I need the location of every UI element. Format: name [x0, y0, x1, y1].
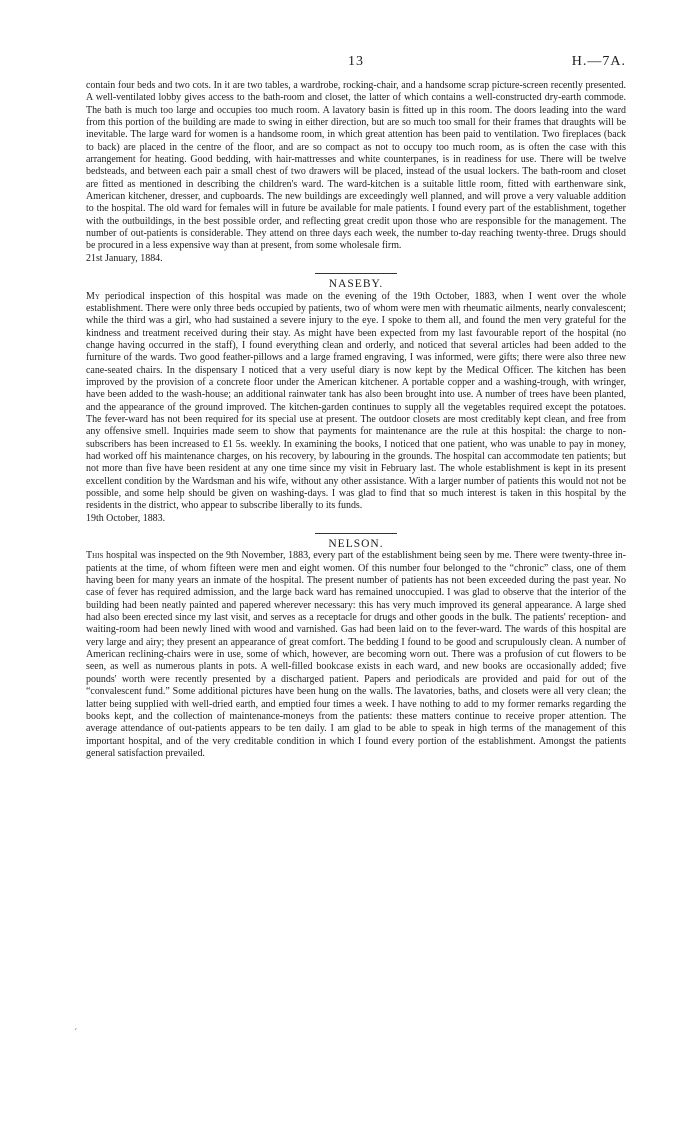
- naseby-paragraph: [86, 291, 626, 513]
- naseby-date: 19th October, 1883.: [86, 512, 166, 524]
- naseby-text: periodical inspection of this hospital was made on the evening of the 19th October, 1883, when I went over the whole establishment. There were only three beds occupied by patients, two of whom were men with rheumatic ailments, nearly convalescent; while the third was a girl, who had sustained a severe injury to the eye. I spoke to them all, and found the men very grateful for the kindness and treatment received during their stay. As might have been expected from my last favourable report of the hospital (no change having occurred in the staff), I found everything clean and orderly, and noticed that several articles had been added to the furniture of the wards. Two good feather-pillows and a large framed engraving, I was informed, were gifts; there were also three new cane-seated chairs. In the dispensary I noticed that a very useful diary is now kept by the Medical Officer. The kitchen has been improved by the provision of a concrete floor under the American kitchener. A portable copper and a washing-trough, with wringer, have been added to the wash-house; an additional rainwater tank has also been brought into use. A number of trees have been planted, and the appearance of the ground improved. The kitchen-garden continues to supply all the vegetables required except the potatoes. The fever-ward has not been required for its special use at present. The outdoor closets are most creditably kept clean, and free from any offensive smell. Inquiries made seem to show that payments for maintenance are the rule at this hospital: the charge to non-subscribers has been increased to £1 5s. weekly. In examining the books, I noticed that one patient, who was unable to pay in money, had worked off his maintenance charges, on his recovery, by labouring in the grounds. The hospital can accommodate ten patients; but not more than five have been resident at any one time since my visit in February last. The whole establishment is kept in its present excellent condition by the Wardsman and his wife, without any other assistance. With a larger number of patients this would not not be possible, and some help should be given on washing-days. I was glad to find that so much interest is taken in this hospital by the residents in the district, who appear to subscribe liberally to its funds.: [86, 290, 626, 512]
- margin-mark: ´: [74, 1028, 78, 1039]
- page-header: [86, 54, 626, 70]
- nelson-text: hospital was inspected on the 9th November, 1883, every part of the establishment being seen by me. There were twenty-three in-patients at the time, of whom fifteen were men and eight women. Of this number four belonged to the “chronic” class, one of them having been for many years an inmate of the hospital. The present number of patients has not been exceeded during the past year. No case of fever has required admission, and the large back ward has remained unoccupied. I was glad to observe that the interior of the building had been neatly painted and papered wherever necessary: this has very much improved its general appearance. A large shed had also been erected since my last visit, and serves as a receptacle for drugs and other goods in the bulk. The patients' reception- and waiting-room had been newly lined with wood and varnished. Gas had been laid on to the fever-ward. The wards of this hospital are very large and airy; they present an appearance of great comfort. The bedding I found to be good and scrupulously clean. A number of American reclining-chairs were in use, some of which, however, are becoming worn out. There was a profusion of cut flowers to be seen, as well as numerous plants in pots. A well-filled bookcase exists in each ward, and new books are occasionally added; five pounds' worth were recently presented by a discharged patient. Papers and periodicals are provided and paid for out of the “convalescent fund.” Some additional pictures have been hung on the walls. The lavatories, baths, and closets were all very clean; the latter being supplied with well-dried earth, and emptied four times a week. I have nothing to add to my former remarks regarding the books kept, and the collection of maintenance-moneys from the patients: these matters continue to receive proper attention. The average attendance of out-patients appears to be ten daily. I am glad to be able to speak in high terms of the management of this important hospital, and of the very creditable condition in which I found every portion of the establishment. Amongst the patients general satisfaction prevailed.: [86, 550, 626, 759]
- report-reference: H.—7A.: [571, 54, 626, 69]
- section-title-naseby: NASEBY.: [328, 278, 384, 291]
- continuation-paragraph: contain four beds and two cots. In it are two tables, a wardrobe, rocking-chair, and a handsome scrap picture-screen recently presented. A well-ventilated lobby gives access to the bath-room and closet, the latter of which contains a well-constructed dry-earth commode. The bath is much too large and occupies too much room. A lavatory basin is fitted up in this room. The doors leading into the ward from this portion of the building are made to swing in either direction, but are so much too small for their frames that draughts will be inevitable. The large ward for women is a handsome room, in which great attention has been paid to ventilation. Two fireplaces (back to back) are placed in the centre of the floor, and are so compact as not to occupy too much room, as is often the case with this arrangement for heating. Good bedding, with hair-mattresses and white counterpanes, is in readiness for use. There will be twelve bedsteads, and between each pair a small chest of two drawers will be placed, instead of the usual lockers. The bath-room and closet are fitted as mentioned in describing the children's ward. The ward-kitchen is a suitable little room, fitted with earthenware sink, American kitchener, dresser, and cupboards. The new buildings are exceedingly well planned, and will prove a very valuable addition to the hospital. The old ward for females will in future be available for male patients. I found every part of the establishment, together with the outbuildings, in the best possible order, and reflecting great credit upon those who are responsible for the management. The number of out-patients is considerable. They attend on three days each week, the number to-day reaching twenty-three. Drugs should be procured in a less expensive way than at present, from some wholesale firm.: [86, 80, 626, 252]
- naseby-lead-word: My: [86, 290, 100, 302]
- section-title-nelson: NELSON.: [328, 538, 384, 551]
- page-body: [86, 80, 626, 760]
- nelson-lead-word: This: [86, 550, 104, 562]
- section-divider: [315, 533, 397, 534]
- page-number: 13: [348, 54, 364, 69]
- nelson-paragraph: [86, 550, 626, 760]
- section-divider: [315, 273, 397, 274]
- continuation-date: 21st January, 1884.: [86, 252, 163, 264]
